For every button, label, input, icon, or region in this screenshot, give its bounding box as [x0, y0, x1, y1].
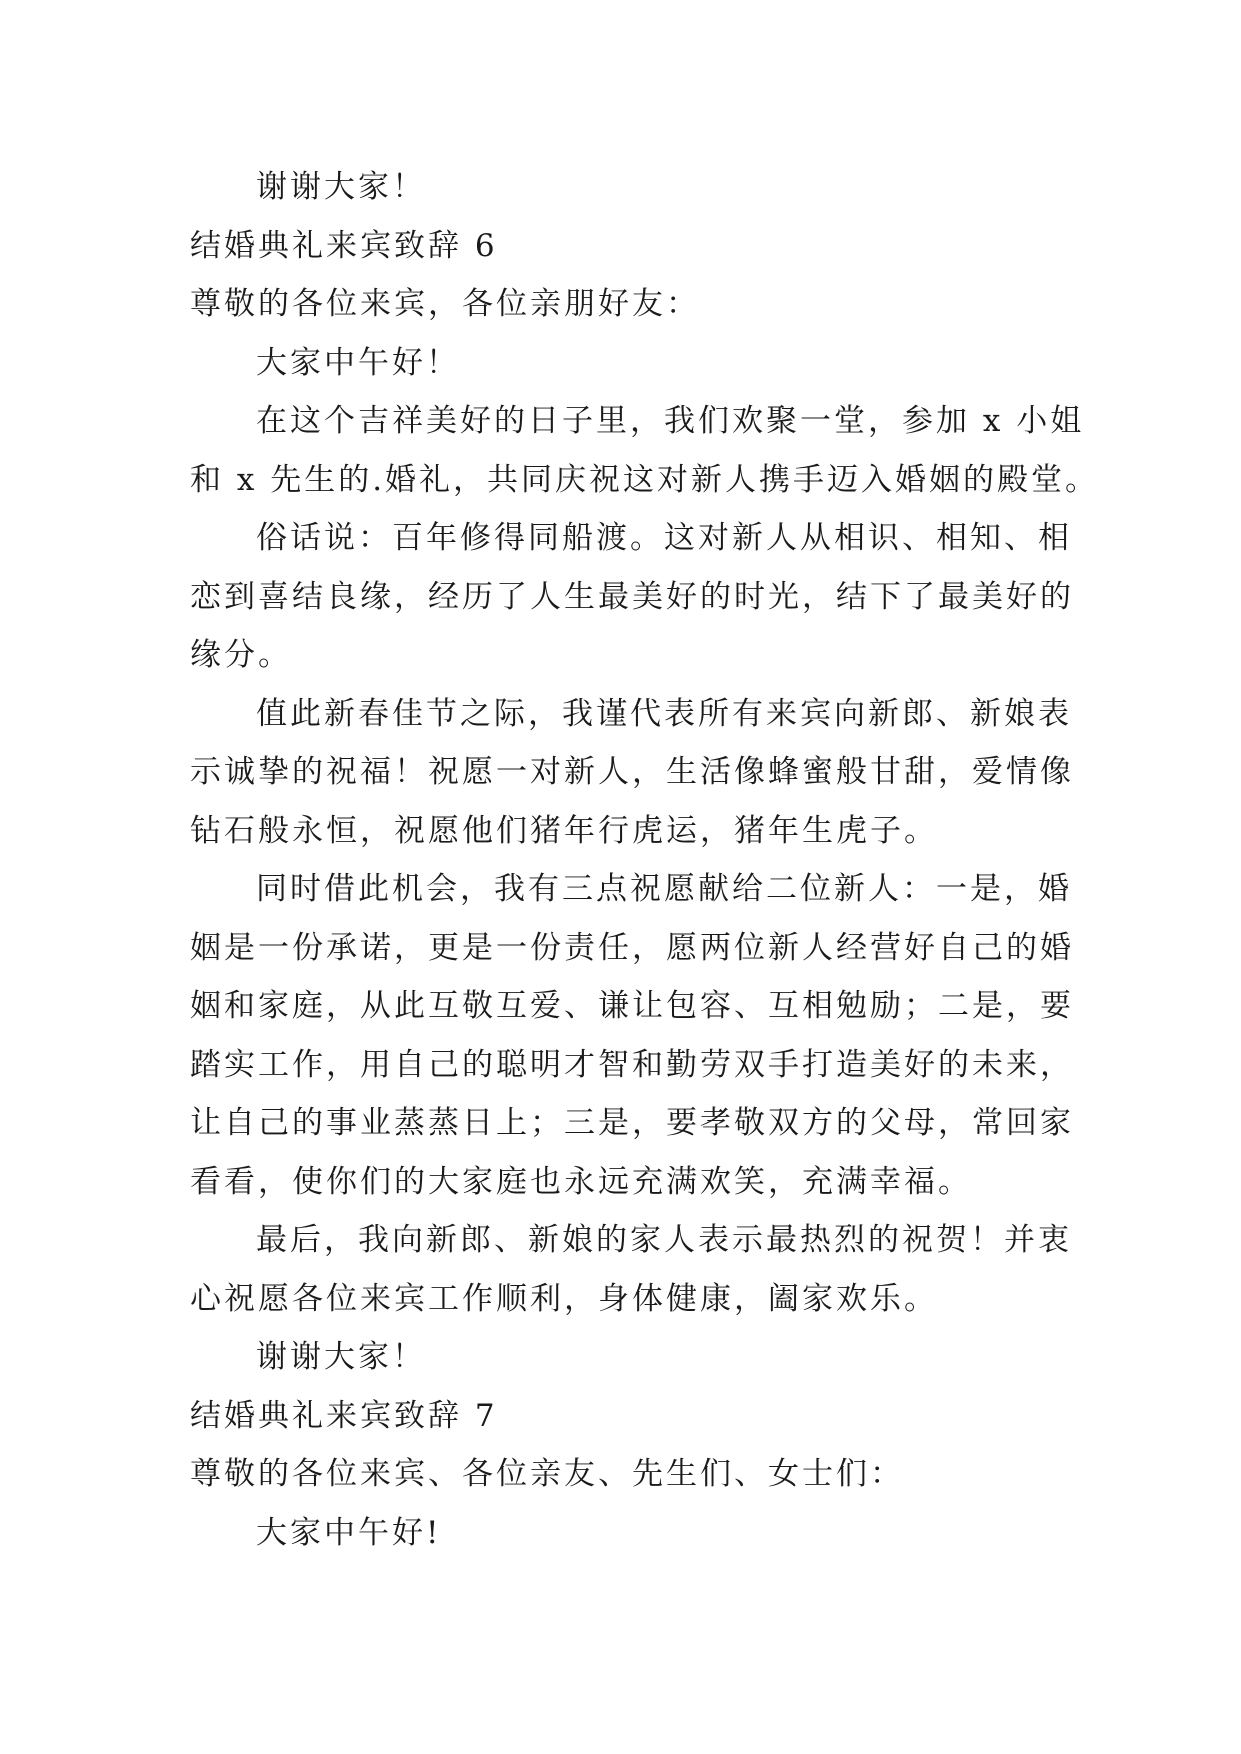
paragraph-line: 恋到喜结良缘，经历了人生最美好的时光，结下了最美好的 [190, 578, 1074, 615]
paragraph-line: 值此新春佳节之际，我谨代表所有来宾向新郎、新娘表 [256, 695, 1072, 732]
greeting: 大家中午好! [256, 1514, 442, 1551]
paragraph-line: 在这个吉祥美好的日子里，我们欢聚一堂，参加 x 小姐 [256, 403, 1085, 439]
closing-thanks: 谢谢大家！ [256, 1339, 426, 1375]
paragraph-line: 姻是一份承诺，更是一份责任，愿两位新人经营好自己的婚 [190, 929, 1074, 966]
section-heading-6: 结婚典礼来宾致辞 6 [190, 227, 498, 264]
paragraph-line: 同时借此机会，我有三点祝愿献给二位新人：一是，婚 [256, 871, 1072, 907]
closing-thanks: 谢谢大家！ [256, 169, 426, 205]
paragraph-line: 让自己的事业蒸蒸日上；三是，要孝敬双方的父母，常回家 [190, 1105, 1074, 1141]
paragraph-line: 心祝愿各位来宾工作顺利，身体健康，阖家欢乐。 [190, 1280, 938, 1317]
greeting: 大家中午好！ [256, 344, 460, 381]
paragraph-line: 缘分。 [190, 637, 292, 673]
salutation: 尊敬的各位来宾，各位亲朋好友： [190, 286, 700, 322]
paragraph-line: 最后，我向新郎、新娘的家人表示最热烈的祝贺！并衷 [256, 1222, 1072, 1258]
document-body [190, 158, 1100, 1562]
paragraph-line: 看看，使你们的大家庭也永远充满欢笑，充满幸福。 [190, 1163, 972, 1200]
paragraph-line: 踏实工作，用自己的聪明才智和勤劳双手打造美好的未来， [190, 1046, 1074, 1083]
salutation: 尊敬的各位来宾、各位亲友、先生们、女士们： [190, 1456, 904, 1492]
paragraph-line: 钻石般永恒，祝愿他们猪年行虎运，猪年生虎子。 [190, 812, 938, 849]
paragraph-line: 和 x 先生的.婚礼，共同庆祝这对新人携手迈入婚姻的殿堂。 [190, 461, 1100, 498]
paragraph-line: 示诚挚的祝福！祝愿一对新人，生活像蜂蜜般甘甜，爱情像 [190, 754, 1074, 790]
paragraph-line: 姻和家庭，从此互敬互爱、谦让包容、互相勉励；二是，要 [190, 988, 1074, 1024]
paragraph-line: 俗话说：百年修得同船渡。这对新人从相识、相知、相 [256, 520, 1072, 556]
section-heading-7: 结婚典礼来宾致辞 7 [190, 1397, 498, 1434]
